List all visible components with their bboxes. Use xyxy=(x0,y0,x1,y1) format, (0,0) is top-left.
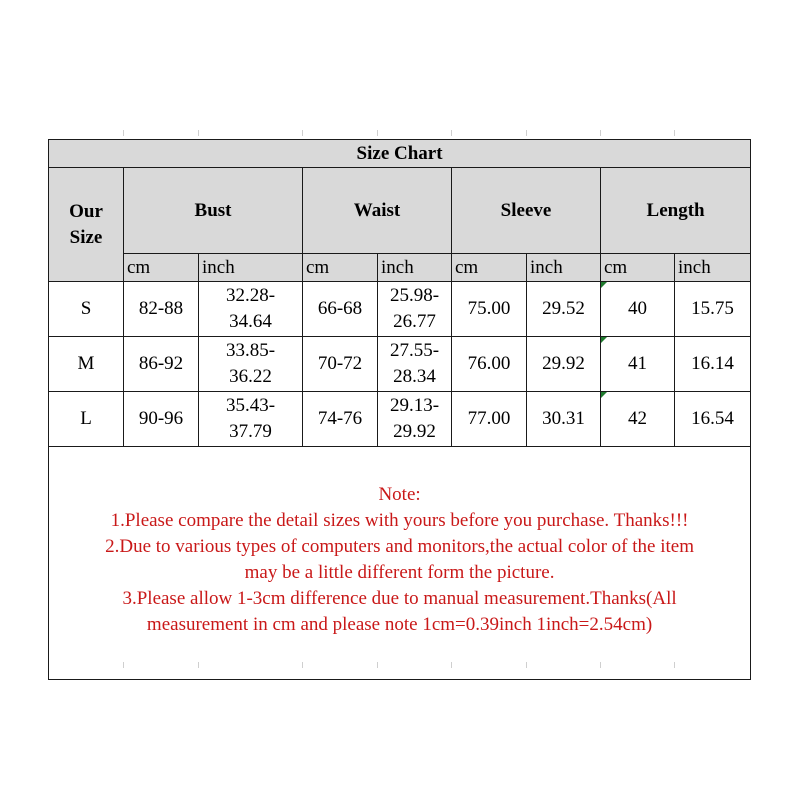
unit-bust-cm: cm xyxy=(124,254,199,282)
bust-inch-line2: 37.79 xyxy=(229,421,272,442)
sleeve-inch-cell: 29.92 xyxy=(527,337,601,392)
bust-cm-cell: 90-96 xyxy=(124,392,199,447)
bust-inch-line1: 35.43- xyxy=(225,395,276,416)
sleeve-cm-cell: 76.00 xyxy=(452,337,527,392)
sleeve-inch-cell: 29.52 xyxy=(527,282,601,337)
waist-inch-cell xyxy=(378,282,452,337)
length-inch-cell: 15.75 xyxy=(675,282,751,337)
length-cm-cell: 42 xyxy=(601,392,675,447)
note-line-3b: measurement in cm and please note 1cm=0.39inch 1inch=2.54cm) xyxy=(146,614,653,635)
header-our-size-line1: Our xyxy=(69,200,103,222)
bust-inch-cell xyxy=(199,392,303,447)
header-our-size-line2: Size xyxy=(69,226,103,248)
waist-inch-line2: 29.92 xyxy=(393,421,436,442)
size-chart-container xyxy=(48,139,750,680)
waist-inch-line1: 27.55- xyxy=(389,340,440,361)
bust-inch-line2: 36.22 xyxy=(229,366,272,387)
bust-inch-line1: 33.85- xyxy=(225,340,276,361)
size-cell: M xyxy=(49,337,124,392)
header-bust: Bust xyxy=(124,168,303,254)
header-length: Length xyxy=(601,168,751,254)
waist-inch-cell xyxy=(378,392,452,447)
note-line-2b: may be a little different form the picture. xyxy=(244,562,555,583)
waist-cm-cell: 66-68 xyxy=(303,282,378,337)
unit-sleeve-cm: cm xyxy=(452,254,527,282)
length-cm-cell: 40 xyxy=(601,282,675,337)
note-line-2a: 2.Due to various types of computers and monitors,the actual color of the item xyxy=(105,536,694,557)
waist-inch-line1: 29.13- xyxy=(389,395,440,416)
sleeve-cm-cell: 75.00 xyxy=(452,282,527,337)
size-chart-table xyxy=(48,139,751,680)
size-cell: S xyxy=(49,282,124,337)
size-cell: L xyxy=(49,392,124,447)
note-line-3a: 3.Please allow 1-3cm difference due to manual measurement.Thanks(All xyxy=(122,588,677,609)
unit-length-inch: inch xyxy=(675,254,751,282)
sleeve-cm-cell: 77.00 xyxy=(452,392,527,447)
waist-inch-cell xyxy=(378,337,452,392)
length-inch-cell: 16.54 xyxy=(675,392,751,447)
unit-length-cm: cm xyxy=(601,254,675,282)
unit-sleeve-inch: inch xyxy=(527,254,601,282)
bust-inch-cell xyxy=(199,337,303,392)
bust-cm-cell: 82-88 xyxy=(124,282,199,337)
header-our-size xyxy=(49,168,124,282)
bust-inch-line2: 34.64 xyxy=(229,311,272,332)
waist-cm-cell: 70-72 xyxy=(303,337,378,392)
notes-cell xyxy=(49,447,751,680)
bust-inch-cell xyxy=(199,282,303,337)
table-row xyxy=(49,337,751,392)
unit-bust-inch: inch xyxy=(199,254,303,282)
bust-inch-line1: 32.28- xyxy=(225,285,276,306)
unit-waist-cm: cm xyxy=(303,254,378,282)
table-row xyxy=(49,282,751,337)
table-row xyxy=(49,392,751,447)
unit-waist-inch: inch xyxy=(378,254,452,282)
header-sleeve: Sleeve xyxy=(452,168,601,254)
note-line-1: 1.Please compare the detail sizes with yours before you purchase. Thanks!!! xyxy=(110,510,689,531)
sleeve-inch-cell: 30.31 xyxy=(527,392,601,447)
note-heading: Note: xyxy=(378,484,421,505)
waist-inch-line2: 26.77 xyxy=(393,311,436,332)
header-waist: Waist xyxy=(303,168,452,254)
length-inch-cell: 16.14 xyxy=(675,337,751,392)
waist-inch-line2: 28.34 xyxy=(393,366,436,387)
waist-inch-line1: 25.98- xyxy=(389,285,440,306)
chart-title: Size Chart xyxy=(49,140,751,168)
bust-cm-cell: 86-92 xyxy=(124,337,199,392)
length-cm-cell: 41 xyxy=(601,337,675,392)
waist-cm-cell: 74-76 xyxy=(303,392,378,447)
